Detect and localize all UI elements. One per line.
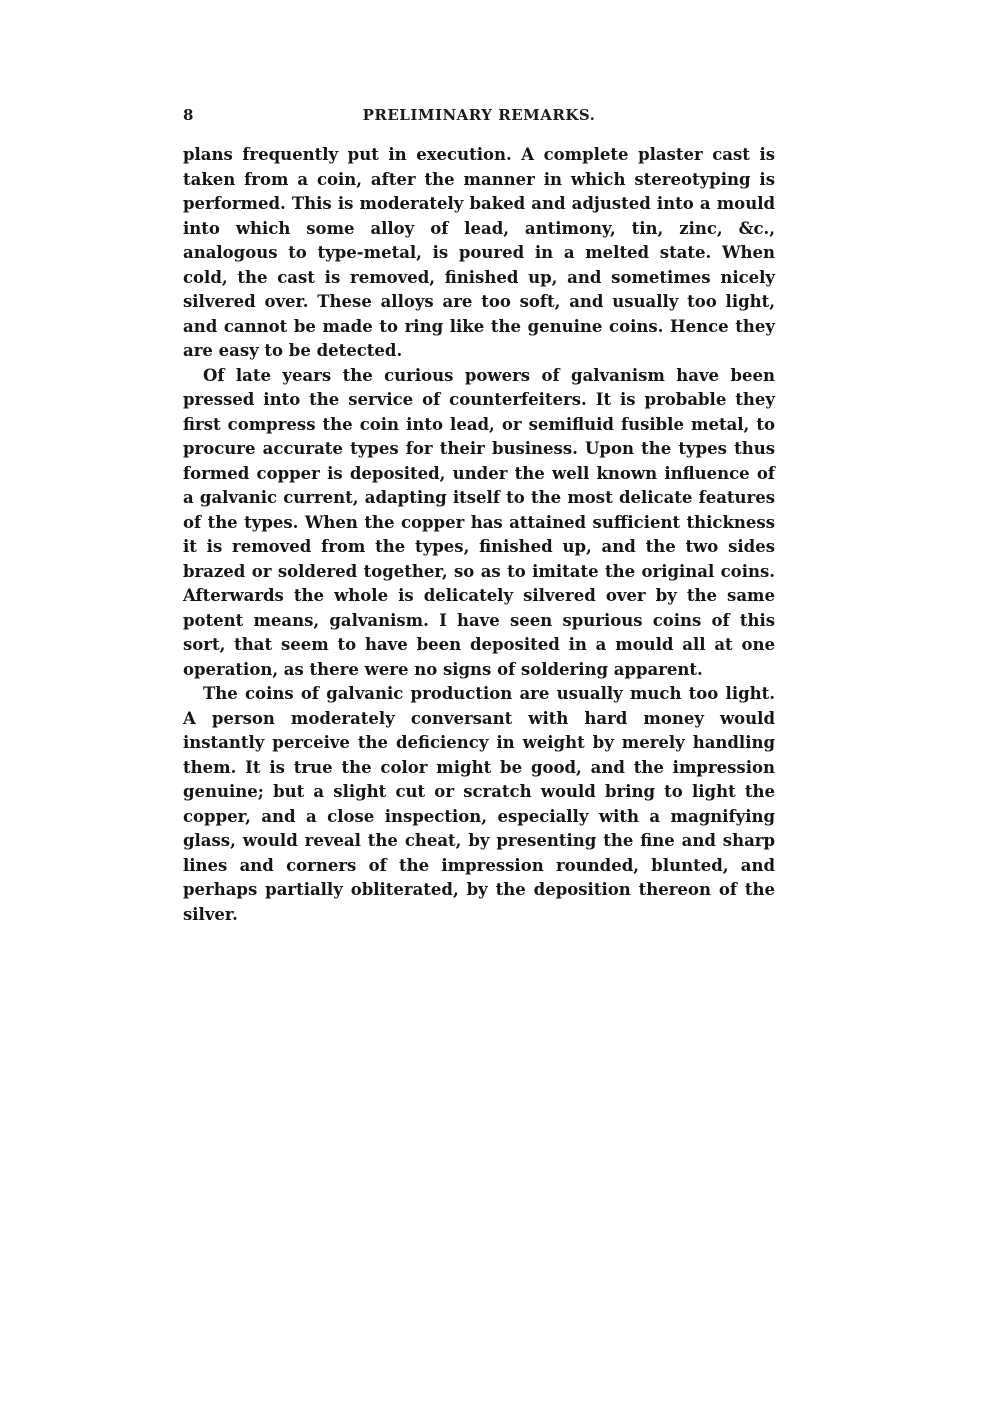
paragraph-detection: The coins of galvanic production are usually much too light. A person moderately conversant with hard money would instantly perceive the deficiency in weight by merely handling them. It is true the color might be good, and the impression genuine; but a slight cut or scratch would bring to light the copper, and a close inspection, especially with a magnifying glass, would reveal the cheat, by presenting the fine and sharp lines and corners of the impression rounded, blunted, and perhaps partially obliterated, by the deposition thereon of the silver. — [183, 684, 775, 924]
body-text — [183, 143, 775, 927]
paragraph-galvanism: Of late years the curious powers of galvanism have been pressed into the service of counterfeiters. It is probable they first compress the coin into lead, or semifluid fusible metal, to procure accurate types for their business. Upon the types thus formed copper is deposited, under the well known influence of a galvanic current, adapting itself to the most delicate features of the types. When the copper has attained sufficient thickness it is removed from the types, finished up, and the two sides brazed or soldered together, so as to imitate the original coins. Afterwards the whole is delicately silvered over by the same potent means, galvanism. I have seen spurious coins of this sort, that seem to have been deposited in a mould all at one operation, as there were no signs of soldering apparent. — [183, 365, 775, 679]
paragraph-plaster-casts: plans frequently put in execution. A complete plaster cast is taken from a coin, after the manner in which stereotyping is performed. This is moderately baked and adjusted into a mould into which some alloy of lead, antimony, tin, zinc, &c., analogous to type-metal, is poured in a melted state. When cold, the cast is removed, finished up, and sometimes nicely silvered over. These alloys are too soft, and usually too light, and cannot be made to ring like the genuine coins. Hence they are easy to be detected. — [183, 145, 775, 360]
running-head — [183, 106, 775, 130]
running-title: PRELIMINARY REMARKS. — [362, 106, 596, 124]
page-number: 8 — [183, 106, 194, 124]
